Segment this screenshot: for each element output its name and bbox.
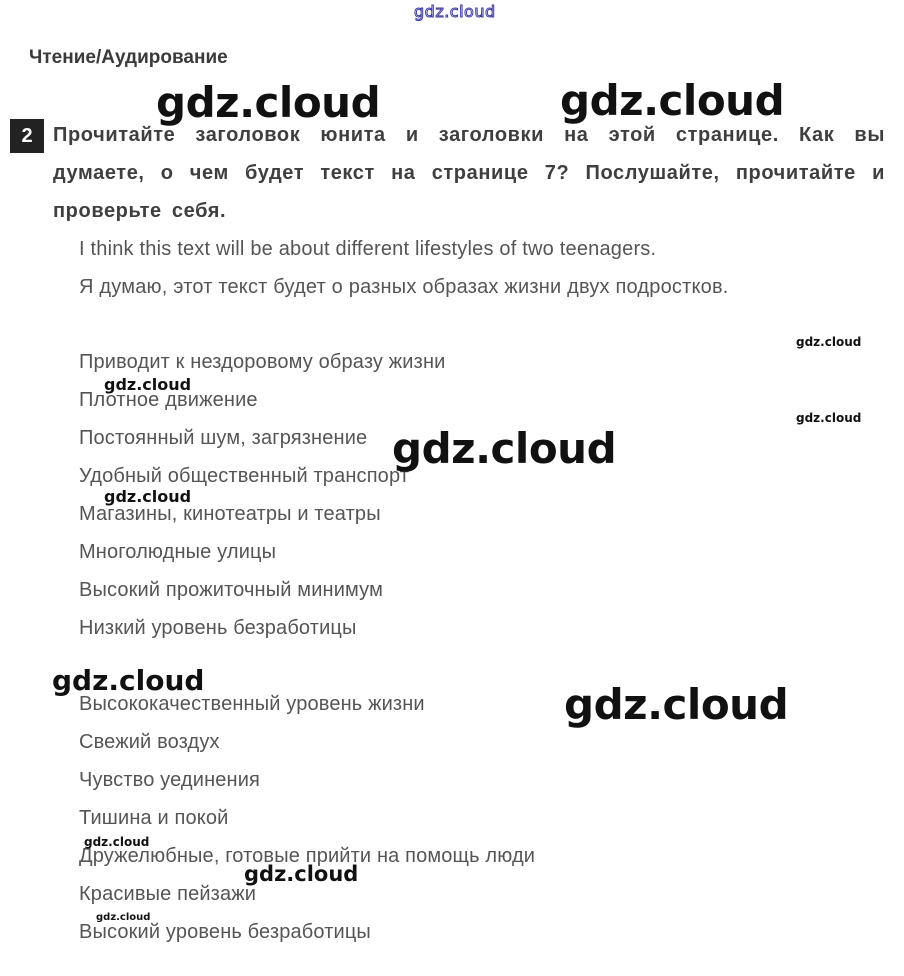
watermark: gdz.cloud bbox=[244, 862, 359, 886]
city-list-item: Удобный общественный транспорт bbox=[79, 465, 410, 487]
city-list-item: Магазины, кинотеатры и театры bbox=[79, 503, 381, 525]
task-instruction-line-1: Прочитайте заголовок юнита и заголовки на этой странице. Как вы bbox=[53, 124, 885, 146]
city-list-item: Приводит к нездоровому образу жизни bbox=[79, 351, 446, 373]
site-watermark-top: gdz.cloud bbox=[414, 2, 496, 21]
watermark: gdz.cloud bbox=[564, 680, 789, 729]
watermark: gdz.cloud bbox=[796, 411, 862, 425]
watermark: gdz.cloud bbox=[796, 335, 862, 349]
watermark: gdz.cloud bbox=[392, 424, 617, 473]
city-list-item: Постоянный шум, загрязнение bbox=[79, 427, 368, 449]
watermark: gdz.cloud bbox=[96, 912, 151, 923]
watermark: gdz.cloud bbox=[560, 76, 785, 125]
watermark: gdz.cloud bbox=[104, 375, 192, 394]
watermark: gdz.cloud bbox=[104, 487, 192, 506]
country-list-item: Свежий воздух bbox=[79, 731, 220, 753]
watermark: gdz.cloud bbox=[84, 835, 150, 849]
country-list-item: Дружелюбные, готовые прийти на помощь люди bbox=[79, 845, 536, 867]
country-list-item: Тишина и покой bbox=[79, 807, 229, 829]
answer-english: I think this text will be about different lifestyles of two teenagers. bbox=[79, 238, 657, 260]
answer-russian: Я думаю, этот текст будет о разных образах жизни двух подростков. bbox=[79, 276, 729, 298]
country-list-item: Высокий уровень безработицы bbox=[79, 921, 371, 943]
city-list-item: Высокий прожиточный минимум bbox=[79, 579, 383, 601]
section-title: Чтение/Аудирование bbox=[29, 47, 228, 68]
city-list-item: Низкий уровень безработицы bbox=[79, 617, 357, 639]
country-list-item: Чувство уединения bbox=[79, 769, 261, 791]
watermark: gdz.cloud bbox=[156, 78, 381, 127]
country-list-item: Красивые пейзажи bbox=[79, 883, 257, 905]
task-instruction-line-3: проверьте себя. bbox=[53, 200, 227, 222]
task-number-badge: 2 bbox=[10, 119, 44, 153]
country-list-item: Высококачественный уровень жизни bbox=[79, 693, 425, 715]
city-list-item: Плотное движение bbox=[79, 389, 258, 411]
watermark: gdz.cloud bbox=[52, 664, 205, 697]
city-list-item: Многолюдные улицы bbox=[79, 541, 277, 563]
task-instruction-line-2: думаете, о чем будет текст на странице 7? Послушайте, прочитайте и bbox=[53, 162, 885, 184]
